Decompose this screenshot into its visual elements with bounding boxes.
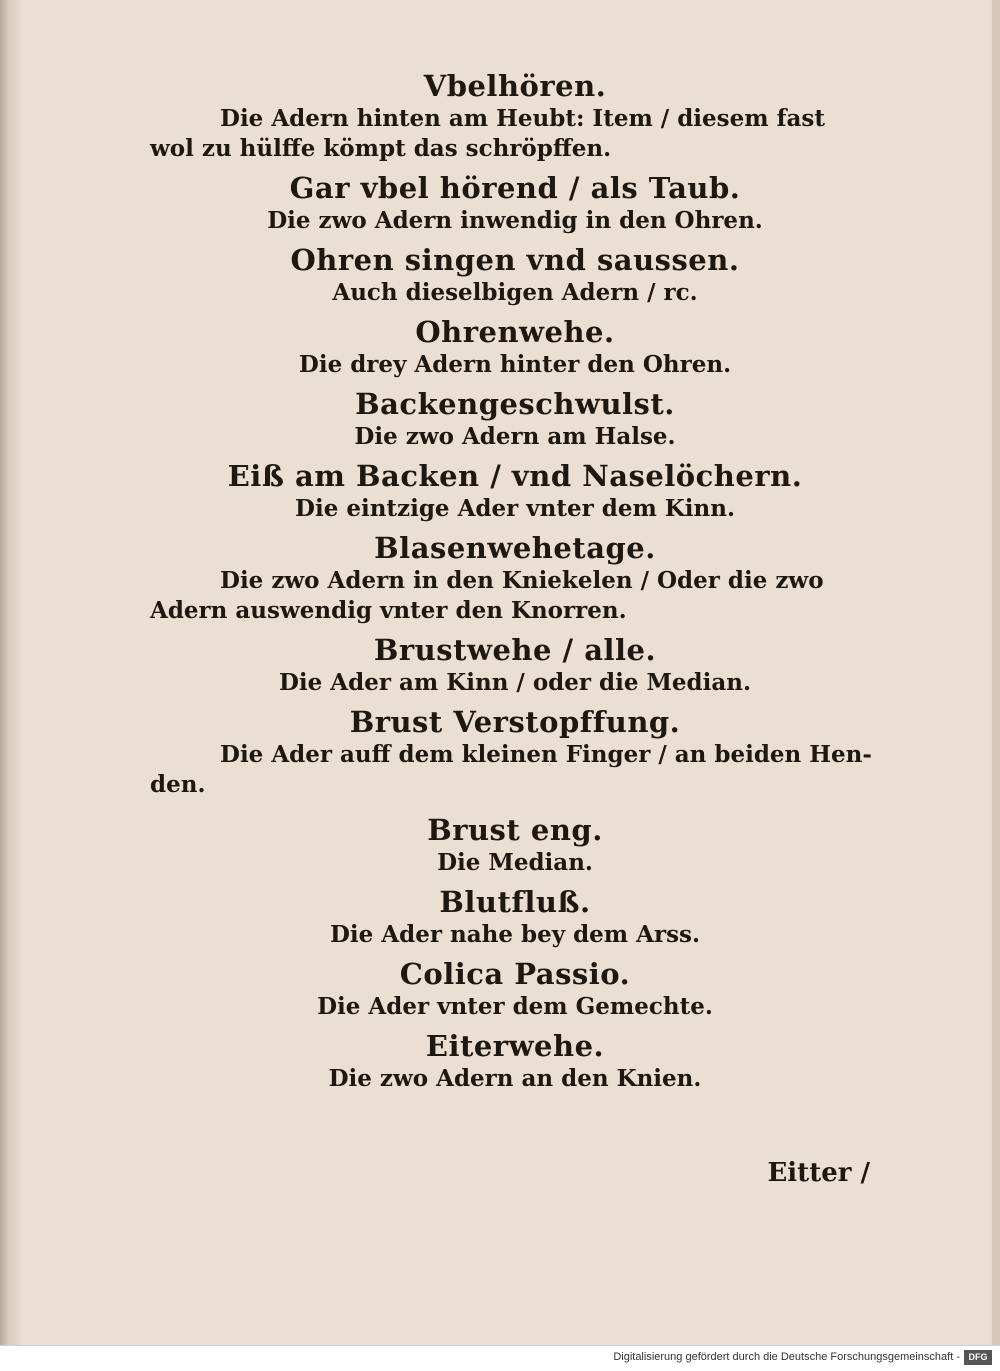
entry-heading: Gar vbel hörend / als Taub.	[289, 171, 741, 205]
entry	[150, 812, 880, 878]
page-left-edge	[0, 0, 22, 1345]
entry	[150, 530, 880, 626]
entry-heading: Brust Verstopffung.	[349, 705, 681, 739]
entry	[150, 314, 880, 380]
entry-line: Die Ader auff dem kleinen Finger / an beiden Hen-	[220, 741, 872, 768]
entry-line: wol zu hülffe kömpt das schröpffen.	[150, 135, 612, 162]
entry-line: Die zwo Adern am Halse.	[354, 423, 676, 450]
page-right-edge	[992, 0, 1000, 1345]
entry-line: Die Ader nahe bey dem Arss.	[329, 921, 700, 948]
entry-line: Die Ader vnter dem Gemechte.	[317, 993, 713, 1020]
entry-heading: Vbelhören.	[423, 69, 607, 103]
entry	[150, 170, 880, 236]
entry-line: Die zwo Adern in den Kniekelen / Oder die zwo	[220, 567, 824, 594]
entry-heading: Colica Passio.	[399, 957, 631, 991]
entry-heading: Blutfluß.	[439, 885, 591, 919]
entry-heading: Eiterwehe.	[425, 1029, 605, 1063]
entry-line: Die Adern hinten am Heubt: Item / diesem fast	[220, 105, 825, 132]
entry	[150, 68, 880, 164]
entry	[150, 386, 880, 452]
entry-heading: Ohren singen vnd saussen.	[290, 243, 740, 277]
entry	[150, 884, 880, 950]
catchword: Eitter /	[767, 1158, 870, 1188]
entry-line: Adern auswendig vnter den Knorren.	[150, 597, 627, 624]
entry-line: Die drey Adern hinter den Ohren.	[298, 351, 732, 378]
entry	[150, 1028, 880, 1094]
entry-line: Die Median.	[437, 849, 593, 876]
entry-line: Die zwo Adern an den Knien.	[328, 1065, 702, 1092]
entry	[150, 458, 880, 524]
entry	[150, 956, 880, 1022]
entry-line: Die zwo Adern inwendig in den Ohren.	[267, 207, 763, 234]
entry-line: Die Ader am Kinn / oder die Median.	[278, 669, 752, 696]
entry-line: den.	[150, 771, 206, 798]
digitization-footer	[0, 1345, 1000, 1371]
entry-heading: Blasenwehetage.	[374, 531, 656, 565]
entry-heading: Ohrenwehe.	[415, 315, 615, 349]
entry-line: Die eintzige Ader vnter dem Kinn.	[295, 495, 735, 522]
entry-heading: Backengeschwulst.	[355, 387, 675, 421]
entry	[150, 242, 880, 308]
dfg-logo-icon: DFG	[964, 1350, 992, 1365]
entry	[150, 632, 880, 698]
entry-line: Auch dieselbigen Adern / rc.	[332, 279, 698, 306]
page-text	[150, 68, 880, 1100]
funding-credit: Digitalisierung gefördert durch die Deutsche Forschungsgemeinschaft -	[613, 1351, 960, 1363]
entry-heading: Brustwehe / alle.	[373, 633, 657, 667]
entry	[150, 704, 880, 800]
entry-heading: Brust eng.	[427, 813, 603, 847]
entry-heading: Eiß am Backen / vnd Naselöchern.	[227, 459, 803, 493]
